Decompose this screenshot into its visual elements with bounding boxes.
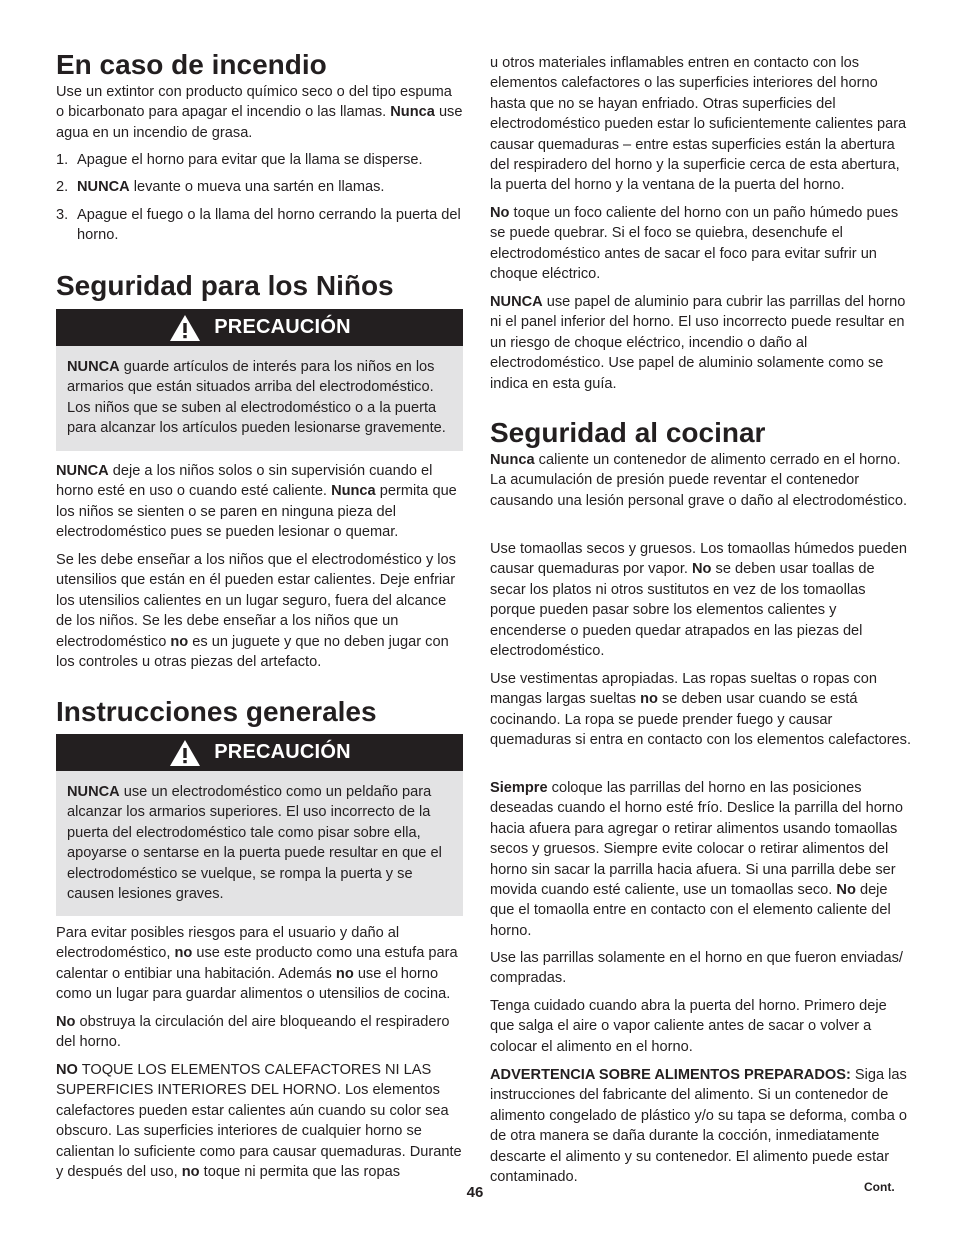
- cooking-paragraph-1: Nunca caliente un contenedor de alimento cerrado en el horno. La acumulación de presión puede reventar el contenedor causando una lesión personal grave o daño al electrodoméstico.: [490, 452, 908, 509]
- caution-text: NUNCA guarde artículos de interés para los niños en los armarios que están situados arriba del electrodoméstico. Los niños que se suben al electrodoméstico o a la puerta para alcanzar los artículos pueden lesionarse gravemente.: [67, 359, 446, 437]
- prepared-food-warning: ADVERTENCIA SOBRE ALIMENTOS PREPARADOS: Siga las instrucciones del fabricante del alimento. Si un contenedor de alimento congelado de plástico y/o su tapa se deforma, comba o de otra manera se daña durante la cocción, inmediatamente descarte el alimento y su contenedor. El alimento puede estar contaminado.: [490, 1067, 907, 1186]
- fire-heading: En caso de incendio: [56, 49, 327, 80]
- caution-bar: [56, 309, 463, 346]
- cooking-heading: Seguridad al cocinar: [490, 417, 766, 448]
- cooking-paragraph-2: Use tomaollas secos y gruesos. Los tomaollas húmedos pueden causar quemaduras por vapor. No se deben usar toallas de secar los platos ni otros sustitutos en vez de los tomaollas porque pueden pasar sobre los elementos calientes y encenderse o pueden quedar atrapados en las piezas del electrodoméstico.: [490, 541, 907, 660]
- children-caution-box: [56, 309, 463, 451]
- caution-text: NUNCA use un electrodoméstico como un peldaño para alcanzar los armarios superiores. El uso incorrecto de la puerta del electrodoméstico tale como pisar sobre ella, apoyarse o sentarse en la puerta puede resultar en que el electrodoméstico se vuelque, se rompa la puerta y se causen lesiones graves.: [67, 784, 442, 903]
- caution-title: PRECAUCIÓN: [214, 316, 351, 338]
- list-item: 3. Apague el fuego o la llama del horno cerrando la puerta del horno.: [56, 206, 461, 244]
- bulb-paragraph: No toque un foco caliente del horno con un paño húmedo pues se puede quebrar. Si el foco se quiebra, desenchufe el electrodoméstico antes de sacar el foco para evitar sufrir un choque eléctrico.: [490, 205, 899, 283]
- list-item: 2. NUNCA levante o mueva una sartén en llamas.: [56, 179, 385, 196]
- general-heading: Instrucciones generales: [56, 696, 377, 727]
- general-paragraph-1: Para evitar posibles riesgos para el usuario y daño al electrodoméstico, no use este producto como una estufa para calentar o entibiar una habitación. Además no use el horno como un lugar para guardar alimentos o utensilios de cocina.: [56, 925, 458, 1003]
- cooking-paragraph-6: Tenga cuidado cuando abra la puerta del horno. Primero deje que salga el aire o vapor caliente antes de sacar o volver a colocar el alimento en el horno.: [490, 998, 887, 1055]
- list-item: 1. Apague el horno para evitar que la llama se disperse.: [56, 152, 423, 168]
- general-paragraph-3: NO TOQUE LOS ELEMENTOS CALEFACTORES NI LAS SUPERFICIES INTERIORES DEL HORNO. Los elementos calefactores pueden estar calientes aún cuando su color sea obscuro. Las superficies interiores de cualquier horno se calientan lo suficiente como para causar quemaduras. Durante y después del uso, no toque ni permita que las ropas: [56, 1062, 462, 1181]
- fire-steps-list: [56, 150, 464, 246]
- warning-triangle-icon: [168, 313, 202, 343]
- cooking-paragraph-5: Use las parrillas solamente en el horno en que fueron enviadas/ compradas.: [490, 950, 903, 987]
- continued-paragraph: u otros materiales inflamables entren en contacto con los elementos calefactores o las superficies interiores del horno hasta que no se hayan enfriado. Otras superficies del electrodoméstico pueden estar lo suficientemente calientes para causar quemaduras – entre estas superficies están la abertura del respiradero del horno y la superficie cerca de esta abertura, la puerta del horno y la ventana de la puerta del horno.: [490, 55, 907, 194]
- general-caution-box: [56, 734, 463, 916]
- warning-triangle-icon: [168, 738, 202, 768]
- cooking-paragraph-3: Use vestimentas apropiadas. Las ropas sueltas o ropas con mangas largas sueltas no se deben usar cuando se está cocinando. La ropa se puede prender fuego y causar quemaduras si entra en contacto con los elementos calefactores.: [490, 671, 912, 749]
- children-paragraph-1: NUNCA deje a los niños solos o sin supervisión cuando el horno esté en uso o cuando esté caliente. Nunca permita que los niños se sienten o se paren en ninguna pieza del electrodoméstico pues se pueden lesionar o quemar.: [56, 463, 457, 541]
- caution-bar: [56, 734, 463, 771]
- fire-intro: Use un extintor con producto químico seco o del tipo espuma o bicarbonato para apagar el incendio o las llamas. Nunca use agua en un incendio de grasa.: [56, 84, 463, 141]
- caution-title: PRECAUCIÓN: [214, 741, 351, 763]
- page-number: 46: [466, 1184, 484, 1201]
- children-paragraph-2: Se les debe enseñar a los niños que el electrodoméstico y los utensilios que están en él pueden estar calientes. Deje enfriar los utensilios calientes en un lugar seguro, fuera del alcance de los niños. Se les debe enseñar a los niños que un electrodoméstico no es un juguete y que no deben jugar con los controles u otras piezas del artefacto.: [56, 552, 456, 671]
- cooking-paragraph-4: Siempre coloque las parrillas del horno en las posiciones deseadas cuando el horno esté frío. Deslice la parrilla del horno hacia afuera para agregar o retirar alimentos usando tomaollas secos y gruesos. Siempre evite colocar o retirar alimentos del horno sin sacar la parrilla hacia afuera. Si una parrilla debe ser movida cuando esté caliente, use un tomaollas seco. No deje que el tomaolla entre en contacto con el elemento caliente del horno.: [490, 780, 903, 939]
- foil-paragraph: NUNCA use papel de aluminio para cubrir las parrillas del horno ni el panel inferior del horno. El uso incorrecto puede resultar en un riesgo de choque eléctrico, incendio o daño al electrodoméstico. Use papel de aluminio solamente como se indica en esta guía.: [490, 294, 906, 392]
- general-paragraph-2: No obstruya la circulación del aire bloqueando el respiradero del horno.: [56, 1014, 450, 1051]
- children-heading: Seguridad para los Niños: [56, 270, 394, 301]
- continued-label: Cont.: [864, 1180, 895, 1194]
